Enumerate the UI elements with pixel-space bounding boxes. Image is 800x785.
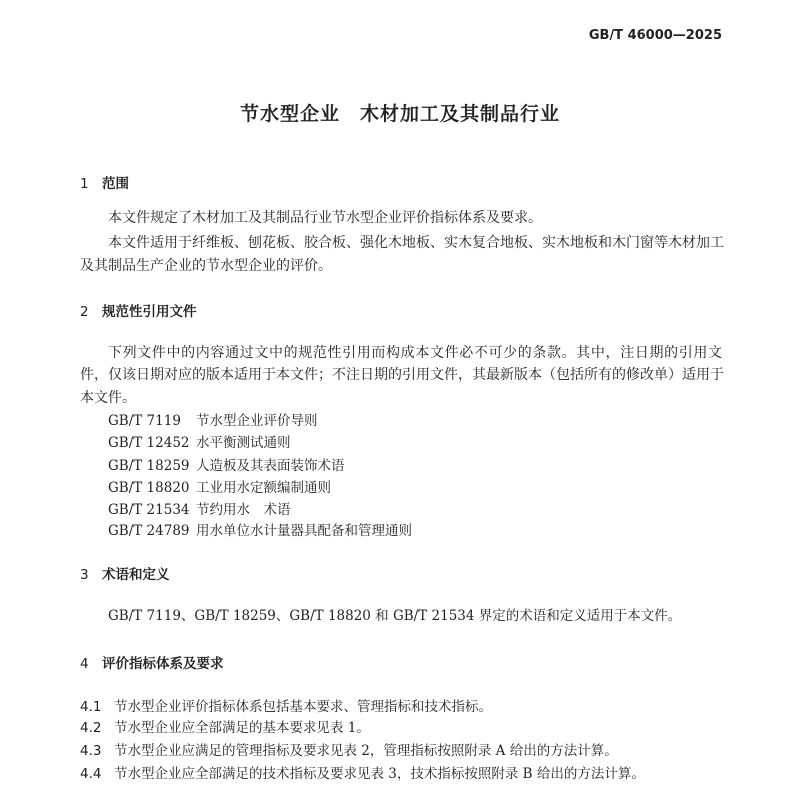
paragraph-line: 件，仅该日期对应的版本适用于本文件；不注日期的引用文件，其最新版本（包括所有的修改单）适用于 [80,367,724,383]
reference-title: 用水单位水计量器具配备和管理通则 [196,523,412,539]
reference-title: 人造板及其表面装饰术语 [196,458,345,474]
section-heading-4 [80,652,224,672]
reference-title: 节约用水 术语 [196,502,291,518]
reference-title: 工业用水定额编制通则 [196,480,331,496]
reference-item [108,454,345,474]
section-number: 1 [80,176,89,192]
document-title: 节水型企业 木材加工及其制品行业 [239,103,560,125]
section-heading-2 [80,300,197,320]
clause-text: 节水型企业应全部满足的基本要求见表 1。 [114,720,370,736]
reference-code: GB/T 18820 [108,480,190,496]
reference-title: 水平衡测试通则 [196,435,291,451]
standard-number: GB/T 46000—2025 [588,28,722,43]
section-title: 评价指标体系及要求 [102,656,224,672]
reference-code: GB/T 12452 [108,435,190,451]
clause-item [80,739,618,759]
section-title: 范围 [102,176,129,192]
section-number: 4 [80,656,89,672]
reference-item [108,519,412,539]
reference-code: GB/T 21534 [108,502,190,518]
clause-item [80,716,370,736]
reference-title: 节水型企业评价导则 [196,413,318,429]
reference-item [108,476,331,496]
clause-text: 节水型企业应满足的管理指标及要求见表 2，管理指标按照附录 A 给出的方法计算。 [114,743,618,759]
clause-number: 4.2 [80,720,102,736]
reference-item [108,498,291,518]
section-heading-1 [80,172,129,192]
clause-number: 4.3 [80,743,102,759]
clause-number: 4.1 [80,699,102,715]
reference-code: GB/T 24789 [108,523,190,539]
paragraph-line: 本文件规定了木材加工及其制品行业节水型企业评价指标体系及要求。 [108,210,542,226]
reference-item [108,409,318,429]
section-heading-3 [80,563,170,583]
clause-item [80,762,645,782]
paragraph-line: 及其制品生产企业的节水型企业的评价。 [80,258,332,274]
section-number: 2 [80,304,89,320]
paragraph-line: GB/T 7119、GB/T 18259、GB/T 18820 和 GB/T 21534 界定的术语和定义适用于本文件。 [108,608,682,624]
section-number: 3 [80,567,89,583]
clause-item [80,695,492,715]
paragraph-line: 本文件适用于纤维板、刨花板、胶合板、强化木地板、实木复合地板、实木地板和木门窗等木材加工 [108,235,724,251]
reference-code: GB/T 7119 [108,413,181,429]
clause-text: 节水型企业应全部满足的技术指标及要求见表 3，技术指标按照附录 B 给出的方法计算。 [114,766,645,782]
clause-text: 节水型企业评价指标体系包括基本要求、管理指标和技术指标。 [114,699,492,715]
clause-number: 4.4 [80,766,102,782]
section-title: 规范性引用文件 [102,304,197,320]
reference-code: GB/T 18259 [108,458,190,474]
paragraph-line: 本文件。 [80,390,136,406]
paragraph-line: 下列文件中的内容通过文中的规范性引用而构成本文件必不可少的条款。其中，注日期的引用文 [108,345,722,361]
reference-item [108,431,291,451]
section-title: 术语和定义 [102,567,170,583]
